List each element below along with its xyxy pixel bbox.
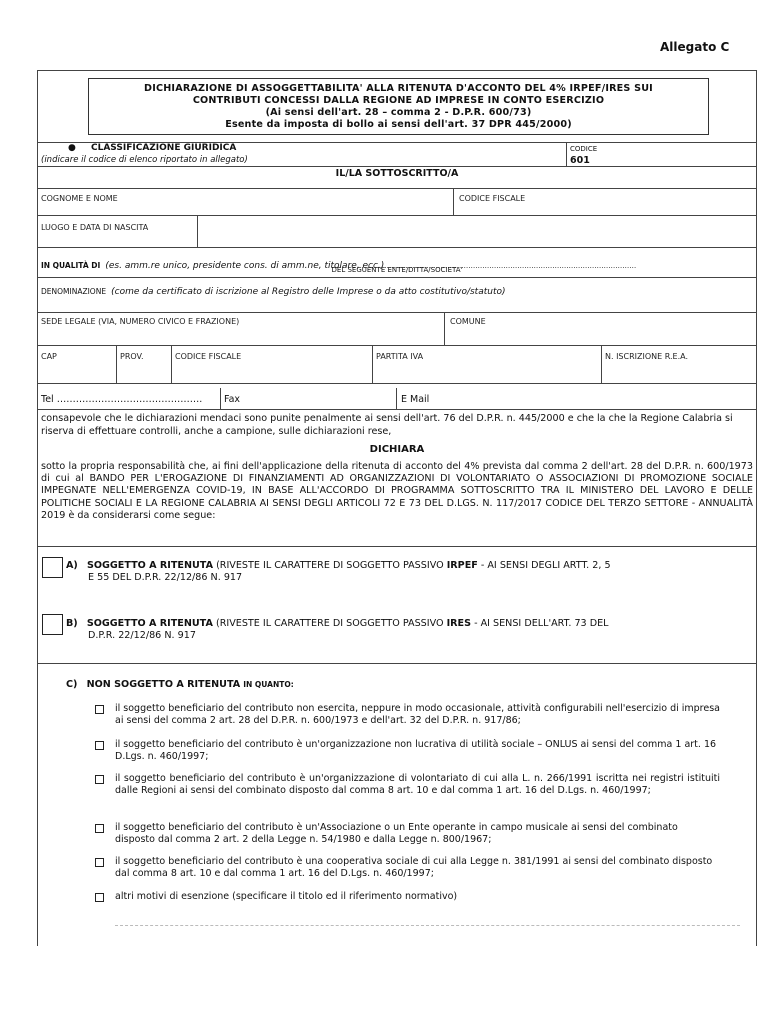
checkbox-icon[interactable]: [95, 858, 104, 867]
title-line-3: (Ai sensi dell'art. 28 – comma 2 - D.P.R. 600/73): [265, 107, 532, 118]
denominazione-label: DENOMINAZIONE: [41, 287, 107, 296]
c-item-text: il soggetto beneficiario del contributo è un'Associazione o un Ente operante in campo musicale ai sensi del combinato disposto dal comma 2 art. 2 della Legge n. 54/1980 e dalla Legge n. 800/1967;: [115, 822, 678, 845]
fax-field[interactable]: Fax: [224, 394, 241, 405]
email-field[interactable]: E Mail: [401, 394, 430, 405]
in-qualita-example: (es. amm.re unico, presidente cons. di amm.ne, titolare, ecc.): [105, 261, 385, 271]
option-c-suffix: IN QUANTO:: [243, 680, 294, 689]
bullet-icon: ●: [68, 143, 76, 153]
list-item: [95, 703, 720, 729]
luogo-data-field[interactable]: LUOGO E DATA DI NASCITA: [41, 223, 149, 232]
list-item: [95, 891, 720, 905]
option-c-letter: C): [66, 679, 78, 690]
in-qualita-dots[interactable]: ………………………………………………………………………………………………: [384, 262, 637, 270]
option-b-tax: IRES: [446, 618, 472, 629]
ente-caption: DEL SEGUENTE ENTE/DITTA/SOCIETA': [331, 266, 463, 274]
list-item: [95, 739, 720, 765]
checkbox-icon[interactable]: [95, 824, 104, 833]
tel-field[interactable]: Tel ……………………………………….: [41, 394, 203, 405]
denominazione-input[interactable]: [37, 290, 756, 312]
option-b-checkbox[interactable]: [42, 614, 63, 635]
option-c-title: NON SOGGETTO A RITENUTA: [86, 679, 241, 690]
classification-label: CLASSIFICAZIONE GIURIDICA: [91, 143, 237, 153]
code-label: CODICE: [570, 145, 598, 153]
title-line-2: CONTRIBUTI CONCESSI DALLA REGIONE AD IMPRESE IN CONTO ESERCIZIO: [192, 95, 605, 106]
option-a-text1: (RIVESTE IL CARATTERE DI SOGGETTO PASSIVO: [213, 560, 447, 571]
sede-legale-field[interactable]: SEDE LEGALE (VIA, NUMERO CIVICO E FRAZIONE): [41, 317, 240, 326]
option-b-line2: D.P.R. 22/12/86 N. 917: [88, 630, 196, 641]
codice-fiscale-field[interactable]: CODICE FISCALE: [459, 194, 526, 203]
title-line-1: DICHIARAZIONE DI ASSOGGETTABILITA' ALLA RITENUTA D'ACCONTO DEL 4% IRPEF/IRES SUI: [144, 83, 653, 94]
prov-field[interactable]: PROV.: [120, 352, 144, 361]
option-a-title: SOGGETTO A RITENUTA: [86, 560, 214, 571]
codice-fiscale-ente-field[interactable]: CODICE FISCALE: [175, 352, 242, 361]
list-item: [95, 856, 720, 882]
denominazione-hint: (come da certificato di iscrizione al Registro delle Imprese o da atto costitutivo/statuto): [111, 287, 506, 297]
checkbox-icon[interactable]: [95, 705, 104, 714]
option-a-tax: IRPEF: [446, 560, 478, 571]
dichiara-heading: DICHIARA: [369, 444, 425, 455]
title-line-4: Esente da imposta di bollo ai sensi dell'art. 37 DPR 445/2000): [225, 119, 572, 130]
c-item-text: il soggetto beneficiario del contributo non esercita, neppure in modo occasionale, attività configurabili nell'esercizio di impresa ai sensi del comma 2 art. 28 del D.P.R. n. 600/1973 e dell'art. 32 del D.P.R. n. 917/86;: [115, 703, 720, 726]
checkbox-icon[interactable]: [95, 741, 104, 750]
option-a-checkbox[interactable]: [42, 557, 63, 578]
c-item-text: il soggetto beneficiario del contributo è una cooperativa sociale di cui alla Legge n. 381/1991 ai sensi del combinato disposto dal comma 8 art. 10 e dal comma 1 art. 16 del D.Lgs. n. 460/1997;: [115, 856, 713, 879]
classification-note: (indicare il codice di elenco riportato in allegato): [41, 155, 248, 165]
comune-field[interactable]: COMUNE: [450, 317, 486, 326]
awareness-text: consapevole che le dichiarazioni mendaci sono punite penalmente ai sensi dell'art. 76 del D.P.R. n. 445/2000 e che la che la Regione Calabria si riserva di effettuare controlli, anche a campione, sulle dichiarazioni rese,: [41, 413, 733, 437]
c-item-text: altri motivi di esenzione (specificare il titolo ed il riferimento normativo): [115, 891, 458, 902]
c-item-text: il soggetto beneficiario del contributo è un'organizzazione non lucrativa di utilità sociale – ONLUS ai sensi del comma 1 art. 16 D.Lgs. n. 460/1997;: [115, 739, 717, 762]
partita-iva-field[interactable]: PARTITA IVA: [376, 352, 424, 361]
cognome-nome-field[interactable]: COGNOME E NOME: [41, 194, 118, 203]
declaration-text: sotto la propria responsabilità che, ai fini dell'applicazione della ritenuta di acconto del 4% prevista dal comma 2 dell'art. 28 del D.P.R. n. 600/1973 di cui al BANDO PER L'EROGAZIONE DI FINANZIAMENTI AD ORGANIZZAZIONI DI VOLONTARIATO O ASSOCIAZIONI DI PROMOZIONE SOCIALE IMPEGNATE NELL'EMERGENZA COVID-19, IN BASE ALL'ACCORDO DI PROGRAMMA SOTTOSCRITTO TRA IL MINISTERO DEL LAVORO E DELLE POLITICHE SOCIALI E LA REGIONE CALABRIA AI SENSI DEGLI ARTICOLI 72 E 73 DEL D.LGS. N. 117/2017 CODICE DEL TERZO SETTORE - ANNUALITÀ 2019 è da considerarsi come segue:: [41, 461, 753, 521]
other-reasons-input[interactable]: [115, 925, 740, 926]
checkbox-icon[interactable]: [95, 893, 104, 902]
rea-field[interactable]: N. ISCRIZIONE R.E.A.: [605, 352, 689, 361]
annex-label: Allegato C: [660, 40, 730, 54]
option-b-text1: (RIVESTE IL CARATTERE DI SOGGETTO PASSIVO: [212, 618, 447, 629]
list-item: [95, 773, 720, 811]
option-b-text2: - AI SENSI DELL'ART. 73 DEL: [471, 618, 609, 629]
title-box: [88, 78, 709, 135]
code-value[interactable]: 601: [570, 155, 590, 166]
checkbox-icon[interactable]: [95, 775, 104, 784]
option-b-letter: B): [66, 618, 78, 629]
option-a-line2: E 55 DEL D.P.R. 22/12/86 N. 917: [88, 572, 243, 583]
signatory-heading: IL/LA SOTTOSCRITTO/A: [335, 168, 459, 179]
option-a-letter: A): [66, 560, 78, 571]
option-a-text2: - AI SENSI DEGLI ARTT. 2, 5: [477, 560, 611, 571]
option-b-title: SOGGETTO A RITENUTA: [86, 618, 213, 629]
in-qualita-label: IN QUALITÀ DI: [41, 261, 101, 270]
c-item-text: il soggetto beneficiario del contributo è un'organizzazione di volontariato di cui alla L. n. 266/1991 iscritta nei registri istituiti dalle Regioni ai sensi del combinato disposto dal comma 8 art. 10 e dal comma 1 art. 16 del D.Lgs. n. 460/1997;: [115, 773, 720, 796]
list-item: [95, 822, 720, 848]
cap-field[interactable]: CAP: [41, 352, 57, 361]
